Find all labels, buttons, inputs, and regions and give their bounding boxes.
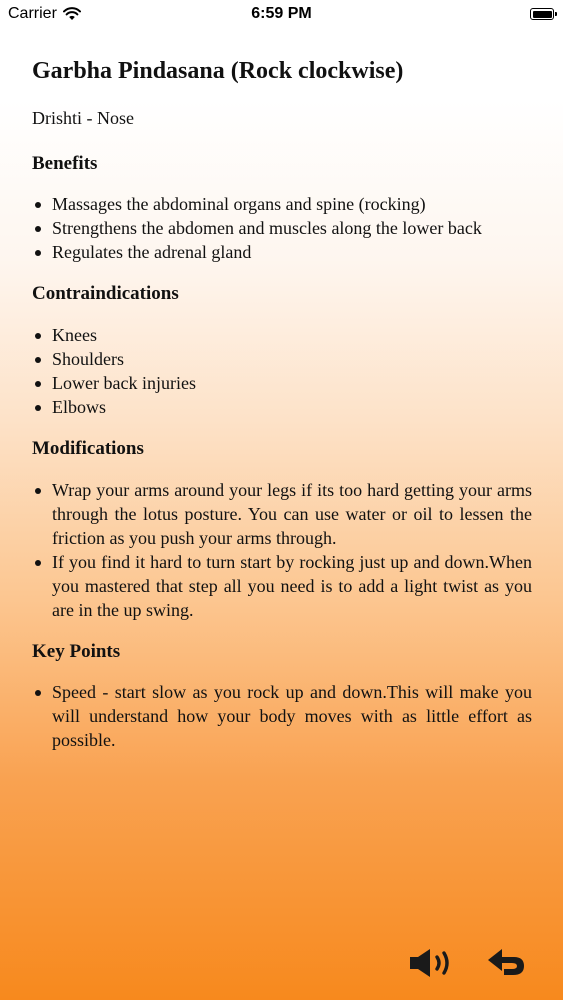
status-time: 6:59 PM	[251, 5, 312, 22]
modifications-heading: Modifications	[32, 437, 144, 459]
contraindications-heading: Contraindications	[32, 283, 179, 305]
list-item: Elbows	[52, 395, 532, 419]
speaker-icon	[408, 948, 460, 978]
key-points-section	[32, 640, 532, 753]
battery-icon	[530, 8, 554, 20]
page-title: Garbha Pindasana (Rock clockwise)	[32, 58, 404, 84]
modifications-section	[32, 437, 532, 622]
benefits-section	[32, 152, 532, 265]
list-item: Speed - start slow as you rock up and down.This will make you will understand how your body moves with as little effort as possible.	[52, 682, 532, 751]
battery-fill	[533, 11, 552, 18]
modifications-list	[32, 478, 532, 622]
list-item: If you find it hard to turn start by rocking just up and down.When you mastered that step all you need is to add a light twist as you are in the up swing.	[52, 551, 532, 620]
list-item: Shoulders	[52, 347, 532, 371]
benefits-list	[32, 192, 532, 264]
speaker-button[interactable]	[408, 948, 460, 978]
list-item: Massages the abdominal organs and spine (rocking)	[52, 192, 532, 216]
back-arrow-icon	[486, 947, 528, 979]
list-item: Strengthens the abdomen and muscles along the lower back	[52, 216, 532, 240]
bottom-toolbar	[0, 940, 563, 1000]
benefits-heading: Benefits	[32, 152, 98, 174]
drishti-text: Drishti - Nose	[32, 108, 134, 129]
contraindications-list	[32, 323, 532, 419]
back-button[interactable]	[486, 947, 528, 979]
list-item: Regulates the adrenal gland	[52, 240, 532, 264]
list-item: Knees	[52, 323, 532, 347]
key-points-heading: Key Points	[32, 640, 121, 662]
carrier-label: Carrier	[8, 5, 57, 22]
status-bar	[0, 0, 563, 30]
list-item: Wrap your arms around your legs if its too hard getting your arms through the lotus posture. You can use water or oil to lessen the friction as you push your arms through.	[52, 479, 532, 548]
pose-detail-content	[32, 56, 532, 770]
contraindications-section	[32, 282, 532, 419]
key-points-list	[32, 680, 532, 752]
list-item: Lower back injuries	[52, 371, 532, 395]
